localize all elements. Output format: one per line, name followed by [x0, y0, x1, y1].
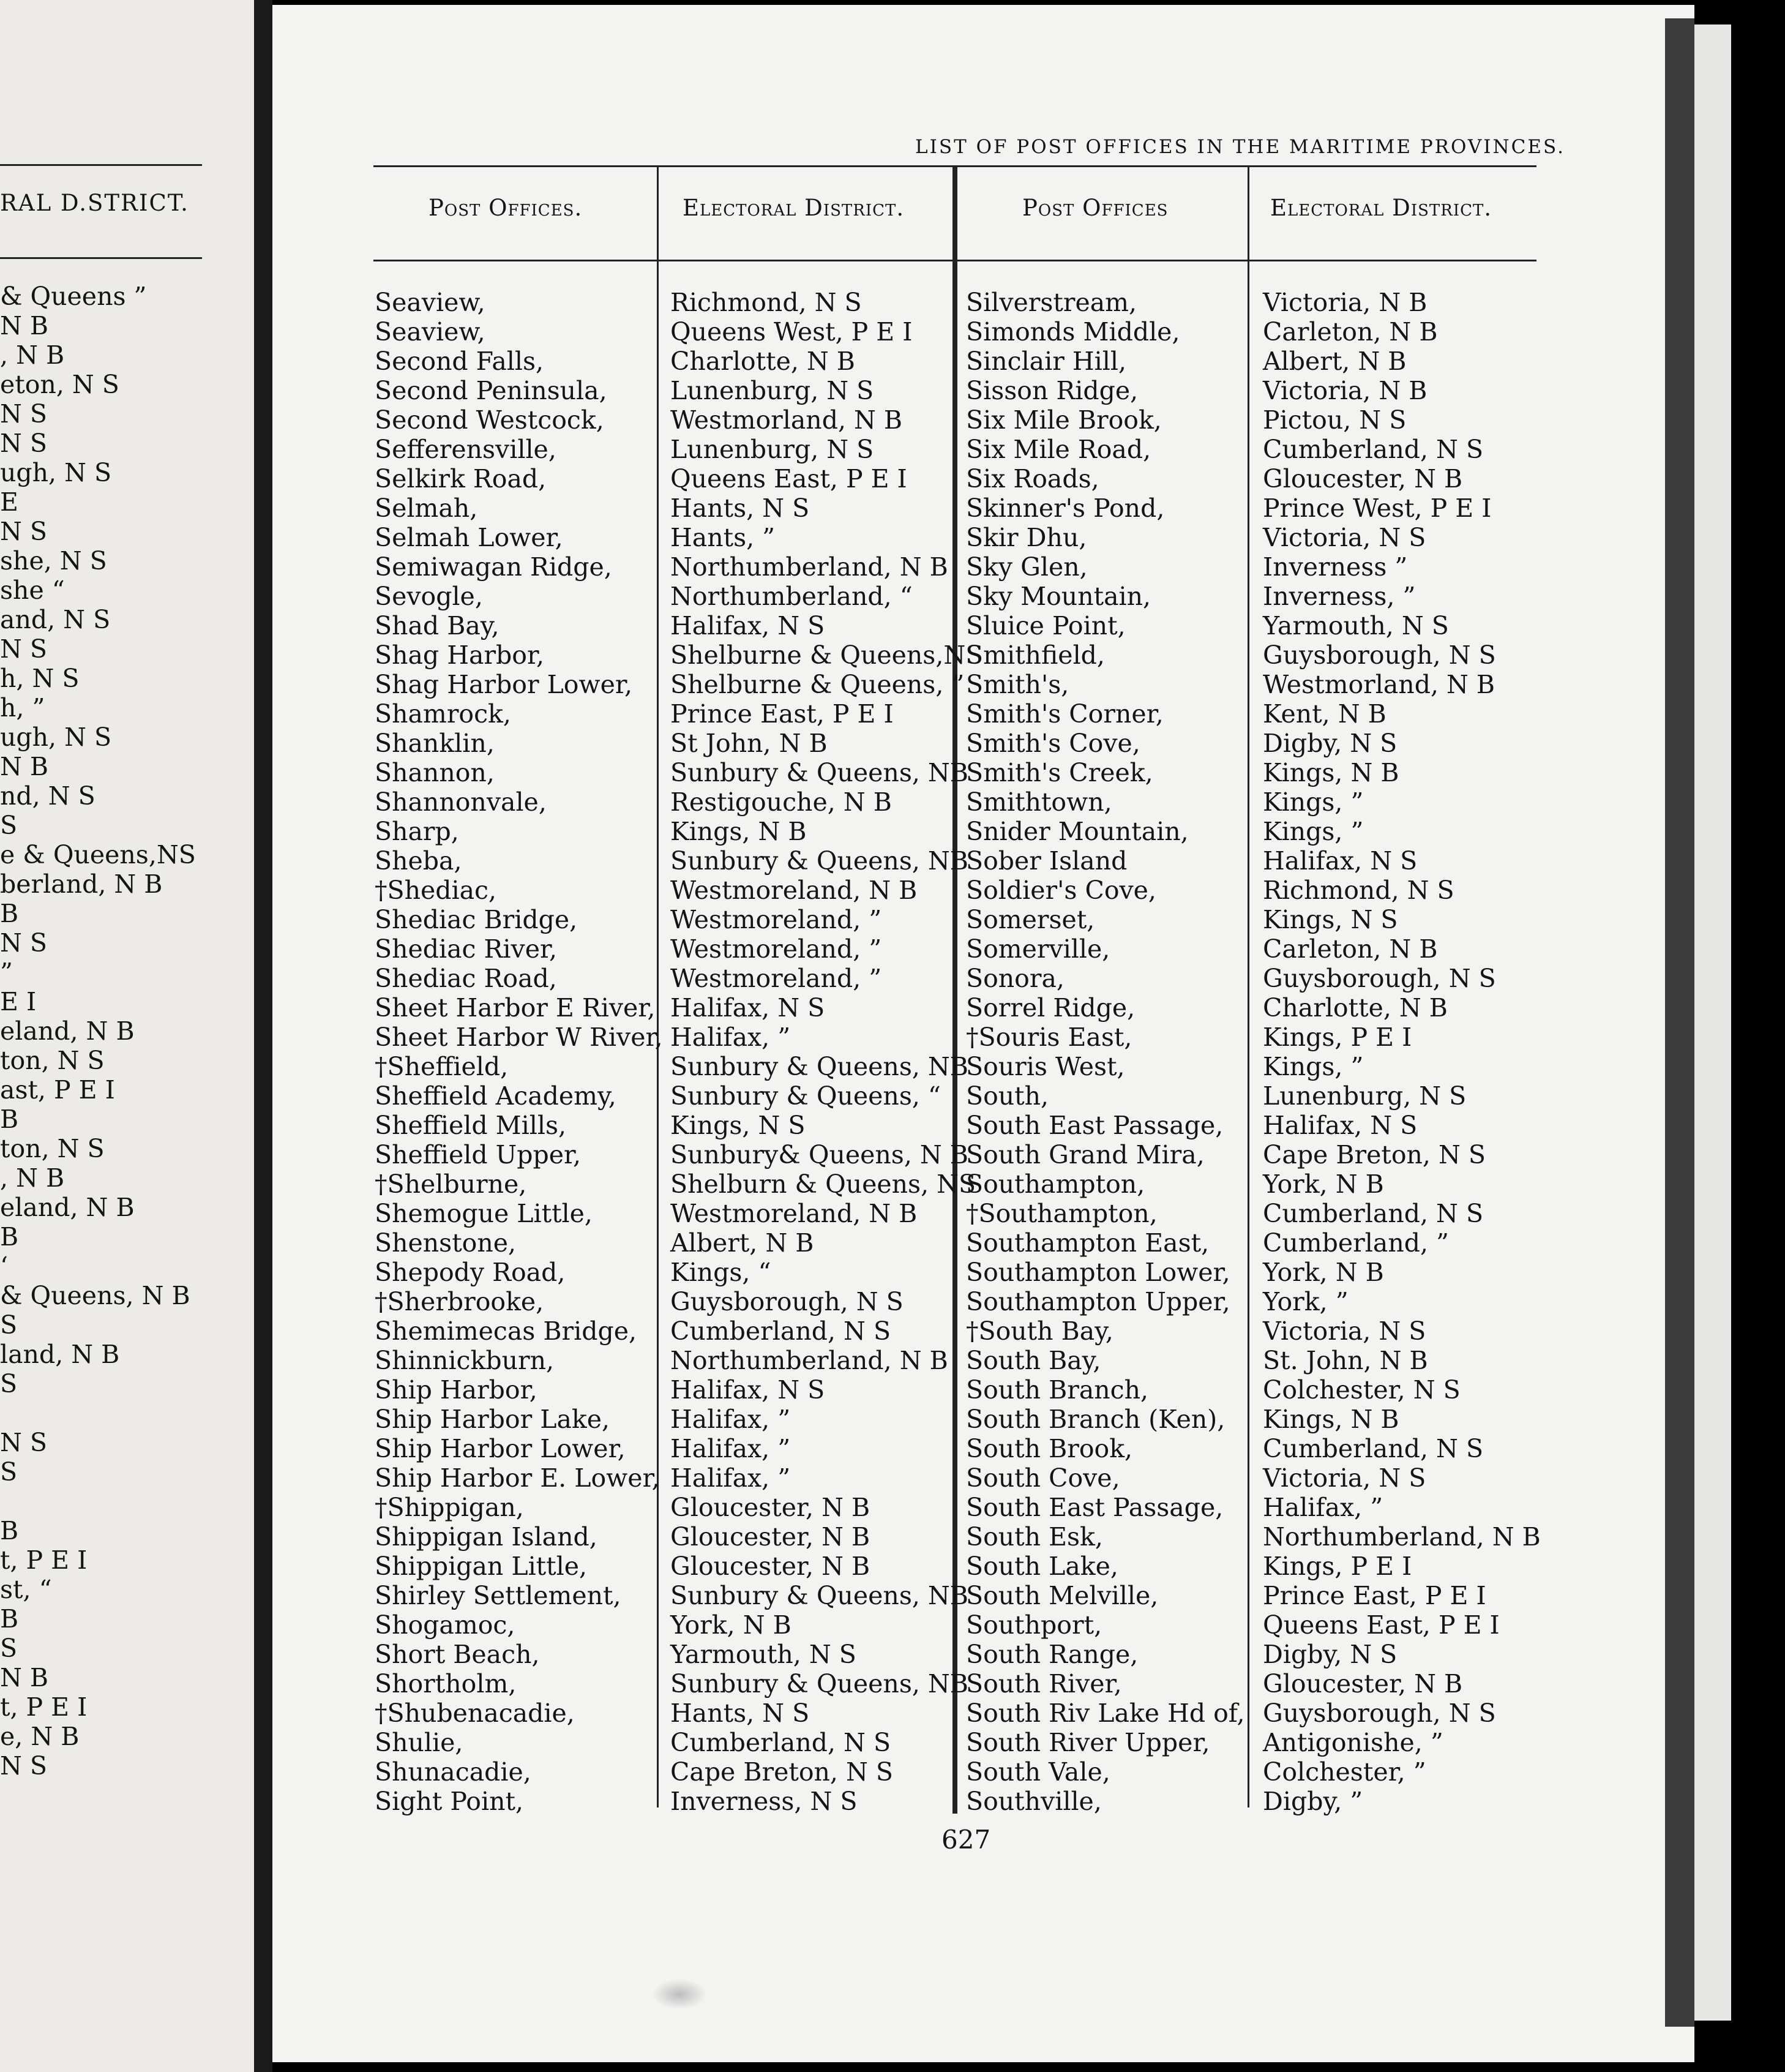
electoral-district-entry: Halifax, N S: [1263, 846, 1418, 876]
post-office-entry: Shortholm,: [375, 1669, 517, 1699]
electoral-district-entry: Hants, N S: [670, 1699, 810, 1728]
electoral-district-entry: Cumberland, N S: [670, 1316, 891, 1346]
facing-page-fragment: ton, N S: [0, 1046, 105, 1075]
post-office-entry: Shepody Road,: [375, 1258, 566, 1287]
post-office-entry: South Brook,: [966, 1434, 1133, 1463]
facing-page-rule: [0, 257, 202, 259]
electoral-district-entry: Kings, N S: [670, 1111, 806, 1140]
page-number: 627: [941, 1825, 991, 1855]
post-office-entry: Smith's Corner,: [966, 699, 1164, 729]
post-office-entry: Smithfield,: [966, 640, 1105, 670]
post-office-entry: Shediac Road,: [375, 964, 557, 993]
post-office-entry: Shad Bay,: [375, 611, 500, 640]
facing-page-fragment: h, N S: [0, 664, 80, 693]
electoral-district-entry: Kings, N S: [1263, 905, 1398, 934]
post-office-entry: Shannon,: [375, 758, 495, 787]
post-office-entry: Shirley Settlement,: [375, 1581, 621, 1610]
post-office-entry: Smith's,: [966, 670, 1069, 699]
electoral-district-entry: Hants, ”: [670, 523, 776, 552]
post-office-entry: Shemimecas Bridge,: [375, 1316, 637, 1346]
electoral-district-entry: York, N B: [1263, 1169, 1384, 1199]
electoral-district-entry: Sunbury & Queens, NB: [670, 846, 968, 876]
column-head-post-offices-1: Post Offices.: [428, 195, 583, 221]
electoral-district-entry: Westmoreland, ”: [670, 905, 882, 934]
post-office-entry: Sheffield Academy,: [375, 1081, 616, 1111]
post-office-entry: Shulie,: [375, 1728, 463, 1757]
post-office-entry: †South Bay,: [966, 1316, 1113, 1346]
post-office-entry: Selkirk Road,: [375, 464, 547, 494]
facing-page-fragment: B: [0, 1222, 19, 1252]
facing-page-fragment: eland, N B: [0, 1016, 135, 1046]
electoral-district-entry: Richmond, N S: [1263, 876, 1454, 905]
facing-page-fragment: S: [0, 1310, 18, 1340]
electoral-district-entry: Westmoreland, N B: [670, 876, 918, 905]
electoral-district-entry: Shelburne & Queens,NS: [670, 640, 983, 670]
electoral-district-entry: York, N B: [1263, 1258, 1384, 1287]
post-office-entry: Southampton East,: [966, 1228, 1210, 1258]
post-office-entry: Six Roads,: [966, 464, 1099, 494]
electoral-district-entry: Carleton, N B: [1263, 934, 1438, 964]
facing-page-header: RAL D.STRICT.: [0, 190, 189, 216]
post-office-entry: Short Beach,: [375, 1640, 540, 1669]
electoral-district-entry: Shelburne & Queens, ”: [670, 670, 965, 699]
facing-page-fragment: S: [0, 1369, 18, 1398]
facing-page-fragment: ugh, N S: [0, 723, 112, 752]
facing-page-fragment: ast, P E I: [0, 1075, 115, 1105]
facing-page-rule: [0, 164, 202, 166]
electoral-district-entry: Gloucester, N B: [670, 1522, 870, 1552]
post-office-entry: †Sherbrooke,: [375, 1287, 544, 1316]
post-office-entry: Sonora,: [966, 964, 1065, 993]
electoral-district-entry: Gloucester, N B: [1263, 1669, 1463, 1699]
electoral-district-entry: Sunbury& Queens, N B: [670, 1140, 968, 1169]
electoral-district-entry: Halifax, ”: [670, 1405, 791, 1434]
post-office-entry: Sheet Harbor E River,: [375, 993, 656, 1023]
electoral-district-entry: Halifax, ”: [670, 1023, 791, 1052]
facing-page-fragment: nd, N S: [0, 781, 95, 811]
post-office-entry: Smithtown,: [966, 787, 1112, 817]
electoral-district-entry: Inverness, ”: [1263, 582, 1416, 611]
post-office-entry: South River Upper,: [966, 1728, 1210, 1757]
post-office-entry: Seaview,: [375, 288, 485, 317]
post-office-entry: Ship Harbor Lake,: [375, 1405, 610, 1434]
electoral-district-entry: Inverness, N S: [670, 1787, 858, 1816]
electoral-district-entry: Queens West, P E I: [670, 317, 913, 347]
facing-page-fragment: B: [0, 899, 19, 928]
electoral-district-entry: Queens East, P E I: [1263, 1610, 1500, 1640]
post-office-entry: Smith's Cove,: [966, 729, 1140, 758]
post-office-entry: Ship Harbor,: [375, 1375, 537, 1405]
post-office-entry: Ship Harbor Lower,: [375, 1434, 626, 1463]
electoral-district-entry: Victoria, N S: [1263, 1316, 1426, 1346]
electoral-district-entry: Victoria, N S: [1263, 1463, 1426, 1493]
post-office-entry: South Melville,: [966, 1581, 1159, 1610]
post-office-entry: Sisson Ridge,: [966, 376, 1139, 405]
electoral-district-entry: Cumberland, N S: [1263, 1434, 1484, 1463]
electoral-district-entry: Charlotte, N B: [1263, 993, 1448, 1023]
post-office-entry: Shediac Bridge,: [375, 905, 578, 934]
facing-page-fragment: B: [0, 1516, 19, 1545]
electoral-district-entry: Kings, ”: [1263, 817, 1364, 846]
electoral-district-entry: Halifax, N S: [670, 993, 825, 1023]
electoral-district-entry: Queens East, P E I: [670, 464, 907, 494]
electoral-district-entry: Kings, N B: [1263, 758, 1399, 787]
post-office-entry: South East Passage,: [966, 1493, 1224, 1522]
electoral-district-entry: Kings, “: [670, 1258, 771, 1287]
electoral-district-entry: Cumberland, N S: [670, 1728, 891, 1757]
electoral-district-entry: Antigonishe, ”: [1263, 1728, 1443, 1757]
post-office-entry: Souris West,: [966, 1052, 1125, 1081]
post-office-entry: Shag Harbor,: [375, 640, 545, 670]
post-office-entry: †Shelburne,: [375, 1169, 527, 1199]
post-office-entry: Seaview,: [375, 317, 485, 347]
electoral-district-entry: Northumberland, N B: [670, 552, 948, 582]
post-office-entry: Sky Mountain,: [966, 582, 1151, 611]
electoral-district-entry: Kings, N B: [1263, 1405, 1399, 1434]
post-office-entry: Shunacadie,: [375, 1757, 531, 1787]
electoral-district-entry: Lunenburg, N S: [670, 376, 874, 405]
post-office-entry: †Shippigan,: [375, 1493, 524, 1522]
facing-page-fragment: N S: [0, 1751, 47, 1781]
post-office-entry: South Vale,: [966, 1757, 1110, 1787]
electoral-district-entry: York, N B: [670, 1610, 791, 1640]
post-office-entry: Southport,: [966, 1610, 1102, 1640]
facing-page-fragment: S: [0, 1634, 18, 1663]
electoral-district-entry: Guysborough, N S: [1263, 1699, 1496, 1728]
electoral-district-entry: Carleton, N B: [1263, 317, 1438, 347]
post-office-entry: Sefferensville,: [375, 435, 556, 464]
facing-page-fragment: she, N S: [0, 546, 107, 576]
post-office-entry: South Branch,: [966, 1375, 1149, 1405]
facing-page-fragment: ugh, N S: [0, 458, 112, 487]
facing-page-fragment: and, N S: [0, 605, 111, 634]
facing-page-fragment: [0, 1398, 196, 1428]
page-edge: [1694, 24, 1731, 2021]
post-office-entry: Sober Island: [966, 846, 1128, 876]
electoral-district-entry: Digby, ”: [1263, 1787, 1363, 1816]
post-office-entry: †Southampton,: [966, 1199, 1158, 1228]
electoral-district-entry: Colchester, N S: [1263, 1375, 1461, 1405]
facing-page-fragment: N B: [0, 311, 49, 340]
electoral-district-entry: Guysborough, N S: [1263, 964, 1496, 993]
post-office-entry: Skir Dhu,: [966, 523, 1087, 552]
post-office-entry: Sheba,: [375, 846, 462, 876]
facing-page-fragment: ”: [0, 958, 13, 987]
facing-page-fragment: [0, 1487, 196, 1516]
facing-page-fragment: N S: [0, 634, 47, 664]
post-office-entry: Smith's Creek,: [966, 758, 1153, 787]
electoral-district-entry: Kings, P E I: [1263, 1023, 1412, 1052]
column-head-electoral-district-1: Electoral District.: [683, 195, 905, 221]
facing-page-fragment: ‘: [0, 1252, 9, 1281]
post-office-entry: Shanklin,: [375, 729, 495, 758]
electoral-district-entry: Sunbury & Queens, NB: [670, 1581, 968, 1610]
electoral-district-entry: Sunbury & Queens, “: [670, 1081, 941, 1111]
facing-page-fragment: ton, N S: [0, 1134, 105, 1163]
post-office-entry: Shippigan Little,: [375, 1552, 588, 1581]
post-office-entry: Six Mile Brook,: [966, 405, 1162, 435]
facing-page-fragment: E I: [0, 987, 37, 1016]
electoral-district-entry: Kings, ”: [1263, 1052, 1364, 1081]
electoral-district-entry: Kent, N B: [1263, 699, 1386, 729]
electoral-district-entry: St John, N B: [670, 729, 828, 758]
post-office-entry: South River,: [966, 1669, 1122, 1699]
facing-page-fragment: , N B: [0, 340, 65, 370]
post-office-entry: South Grand Mira,: [966, 1140, 1205, 1169]
post-office-entry: Second Falls,: [375, 347, 544, 376]
page-edge-shadow: [1665, 18, 1694, 2027]
facing-page-fragment: , N B: [0, 1163, 65, 1193]
facing-page-fragment: land, N B: [0, 1340, 120, 1369]
electoral-district-entry: Northumberland, N B: [670, 1346, 948, 1375]
electoral-district-entry: St. John, N B: [1263, 1346, 1428, 1375]
facing-page-fragment: N B: [0, 1663, 49, 1692]
column-rule: [1248, 167, 1249, 1807]
facing-page-fragment: S: [0, 811, 18, 840]
post-office-entry: South East Passage,: [966, 1111, 1224, 1140]
facing-page-fragment: B: [0, 1604, 19, 1634]
post-office-entry: Sheet Harbor W River,: [375, 1023, 663, 1052]
post-office-entry: Silverstream,: [966, 288, 1137, 317]
post-office-entry: South Esk,: [966, 1522, 1103, 1552]
electoral-district-entry: Colchester, ”: [1263, 1757, 1426, 1787]
electoral-district-entry: Cape Breton, N S: [670, 1757, 893, 1787]
column-head-post-offices-2: Post Offices: [1022, 195, 1169, 221]
post-office-entry: Shamrock,: [375, 699, 511, 729]
facing-page-fragment: & Queens, N B: [0, 1281, 190, 1310]
electoral-district-column-2: [1263, 288, 1541, 1816]
facing-page-fragment: eton, N S: [0, 370, 119, 399]
post-office-entry: Somerset,: [966, 905, 1095, 934]
facing-page-fragment: e, N B: [0, 1722, 80, 1751]
post-office-entry: South,: [966, 1081, 1049, 1111]
electoral-district-entry: Victoria, N B: [1263, 376, 1428, 405]
column-head-electoral-district-2: Electoral District.: [1270, 195, 1492, 221]
electoral-district-entry: Hants, N S: [670, 494, 810, 523]
electoral-district-entry: Gloucester, N B: [670, 1552, 870, 1581]
post-offices-column-2: [966, 288, 1245, 1816]
electoral-district-entry: Kings, ”: [1263, 787, 1364, 817]
electoral-district-entry: Westmorland, N B: [670, 405, 903, 435]
electoral-district-entry: Digby, N S: [1263, 1640, 1398, 1669]
electoral-district-entry: Restigouche, N B: [670, 787, 892, 817]
post-office-entry: Southampton,: [966, 1169, 1145, 1199]
post-office-entry: South Riv Lake Hd of,: [966, 1699, 1245, 1728]
facing-page-fragment: st, “: [0, 1575, 52, 1604]
facing-page-fragment: N S: [0, 1428, 47, 1457]
book-gutter: [254, 0, 272, 2072]
post-office-entry: Shag Harbor Lower,: [375, 670, 632, 699]
electoral-district-entry: Sunbury & Queens, NB: [670, 758, 968, 787]
electoral-district-entry: Prince East, P E I: [670, 699, 894, 729]
post-office-entry: Soldier's Cove,: [966, 876, 1156, 905]
electoral-district-entry: Albert, N B: [1263, 347, 1407, 376]
electoral-district-entry: Northumberland, “: [670, 582, 913, 611]
post-office-entry: Shenstone,: [375, 1228, 517, 1258]
post-office-entry: Skinner's Pond,: [966, 494, 1165, 523]
electoral-district-entry: Richmond, N S: [670, 288, 862, 317]
post-office-entry: Sight Point,: [375, 1787, 523, 1816]
facing-page-fragment: berland, N B: [0, 869, 163, 899]
post-office-entry: †Souris East,: [966, 1023, 1132, 1052]
post-office-entry: Sluice Point,: [966, 611, 1126, 640]
electoral-district-entry: Halifax, N S: [670, 1375, 825, 1405]
post-office-entry: Sinclair Hill,: [966, 347, 1126, 376]
electoral-district-entry: Lunenburg, N S: [670, 435, 874, 464]
post-office-entry: South Range,: [966, 1640, 1139, 1669]
post-office-entry: Shediac River,: [375, 934, 558, 964]
facing-page-fragment: N S: [0, 517, 47, 546]
facing-page-fragment: & Queens ”: [0, 282, 147, 311]
electoral-district-entry: Guysborough, N S: [670, 1287, 904, 1316]
post-offices-column-1: [375, 288, 663, 1816]
facing-page-fragment: t, P E I: [0, 1692, 88, 1722]
post-office-entry: Six Mile Road,: [966, 435, 1151, 464]
electoral-district-entry: Cumberland, N S: [1263, 435, 1484, 464]
post-office-entry: South Lake,: [966, 1552, 1118, 1581]
electoral-district-entry: Charlotte, N B: [670, 347, 855, 376]
facing-page-fragment: eland, N B: [0, 1193, 135, 1222]
electoral-district-entry: Halifax, N S: [1263, 1111, 1418, 1140]
electoral-district-entry: Gloucester, N B: [670, 1493, 870, 1522]
post-office-entry: Somerville,: [966, 934, 1110, 964]
post-office-entry: Shannonvale,: [375, 787, 547, 817]
electoral-district-entry: Sunbury & Queens, NB: [670, 1052, 968, 1081]
post-office-entry: Sorrel Ridge,: [966, 993, 1136, 1023]
electoral-district-entry: Yarmouth, N S: [1263, 611, 1449, 640]
facing-page-fragment: N B: [0, 752, 49, 781]
electoral-district-entry: Westmoreland, ”: [670, 964, 882, 993]
post-office-entry: Sharp,: [375, 817, 459, 846]
facing-page-fragment: N S: [0, 928, 47, 958]
post-office-entry: South Cove,: [966, 1463, 1120, 1493]
electoral-district-entry: Yarmouth, N S: [670, 1640, 856, 1669]
facing-page-fragment: N S: [0, 429, 47, 458]
post-office-entry: Second Westcock,: [375, 405, 604, 435]
post-office-entry: Shippigan Island,: [375, 1522, 597, 1552]
post-office-entry: Ship Harbor E. Lower,: [375, 1463, 660, 1493]
ink-smudge: [652, 1979, 707, 2010]
post-office-entry: Second Peninsula,: [375, 376, 607, 405]
post-office-entry: Selmah Lower,: [375, 523, 563, 552]
electoral-district-entry: Westmoreland, N B: [670, 1199, 918, 1228]
facing-page: [0, 0, 254, 2072]
facing-page-fragment: she “: [0, 576, 65, 605]
electoral-district-entry: Victoria, N S: [1263, 523, 1426, 552]
post-office-entry: Sevogle,: [375, 582, 483, 611]
electoral-district-entry: Halifax, N S: [670, 611, 825, 640]
electoral-district-entry: Westmoreland, ”: [670, 934, 882, 964]
post-office-entry: Sky Glen,: [966, 552, 1088, 582]
electoral-district-entry: Halifax, ”: [1263, 1493, 1383, 1522]
post-office-entry: †Shubenacadie,: [375, 1699, 575, 1728]
electoral-district-entry: Sunbury & Queens, NB: [670, 1669, 968, 1699]
facing-page-fragment: t, P E I: [0, 1545, 88, 1575]
facing-page-fragment: h, ”: [0, 693, 45, 723]
post-office-entry: South Bay,: [966, 1346, 1101, 1375]
post-office-entry: †Shediac,: [375, 876, 497, 905]
electoral-district-entry: Victoria, N B: [1263, 288, 1428, 317]
electoral-district-entry: York, ”: [1263, 1287, 1349, 1316]
electoral-district-entry: Halifax, ”: [670, 1463, 791, 1493]
post-office-entry: South Branch (Ken),: [966, 1405, 1226, 1434]
post-office-entry: Simonds Middle,: [966, 317, 1180, 347]
electoral-district-entry: Lunenburg, N S: [1263, 1081, 1467, 1111]
post-office-entry: Sheffield Upper,: [375, 1140, 582, 1169]
electoral-district-entry: Digby, N S: [1263, 729, 1398, 758]
electoral-district-entry: Cumberland, N S: [1263, 1199, 1484, 1228]
electoral-district-entry: Guysborough, N S: [1263, 640, 1496, 670]
post-office-entry: Southampton Lower,: [966, 1258, 1230, 1287]
post-office-entry: Shinnickburn,: [375, 1346, 555, 1375]
post-office-entry: Southampton Upper,: [966, 1287, 1230, 1316]
electoral-district-entry: Gloucester, N B: [1263, 464, 1463, 494]
electoral-district-entry: Prince East, P E I: [1263, 1581, 1486, 1610]
electoral-district-entry: Kings, P E I: [1263, 1552, 1412, 1581]
electoral-district-entry: Prince West, P E I: [1263, 494, 1492, 523]
facing-page-fragment: E: [0, 487, 18, 517]
post-office-entry: Selmah,: [375, 494, 478, 523]
post-office-entry: Semiwagan Ridge,: [375, 552, 612, 582]
post-office-entry: Southville,: [966, 1787, 1102, 1816]
electoral-district-entry: Cape Breton, N S: [1263, 1140, 1486, 1169]
electoral-district-entry: Inverness ”: [1263, 552, 1408, 582]
facing-page-fragment: N S: [0, 399, 47, 429]
post-office-entry: Sheffield Mills,: [375, 1111, 567, 1140]
electoral-district-entry: Pictou, N S: [1263, 405, 1407, 435]
post-office-entry: Snider Mountain,: [966, 817, 1189, 846]
electoral-district-entry: Kings, N B: [670, 817, 807, 846]
post-office-entry: Shogamoc,: [375, 1610, 515, 1640]
electoral-district-entry: Northumberland, N B: [1263, 1522, 1541, 1552]
facing-page-fragments: [0, 282, 196, 1781]
electoral-district-entry: Shelburn & Queens, NS: [670, 1169, 976, 1199]
post-office-entry: †Sheffield,: [375, 1052, 509, 1081]
post-office-entry: Shemogue Little,: [375, 1199, 593, 1228]
electoral-district-entry: Westmorland, N B: [1263, 670, 1495, 699]
electoral-district-entry: Halifax, ”: [670, 1434, 791, 1463]
electoral-district-column-1: [670, 288, 982, 1816]
facing-page-fragment: e & Queens,NS: [0, 840, 196, 869]
facing-page-fragment: B: [0, 1105, 19, 1134]
electoral-district-entry: Albert, N B: [670, 1228, 814, 1258]
running-header: LIST OF POST OFFICES IN THE MARITIME PROVINCES.: [915, 136, 1565, 158]
electoral-district-entry: Cumberland, ”: [1263, 1228, 1449, 1258]
facing-page-fragment: S: [0, 1457, 18, 1487]
